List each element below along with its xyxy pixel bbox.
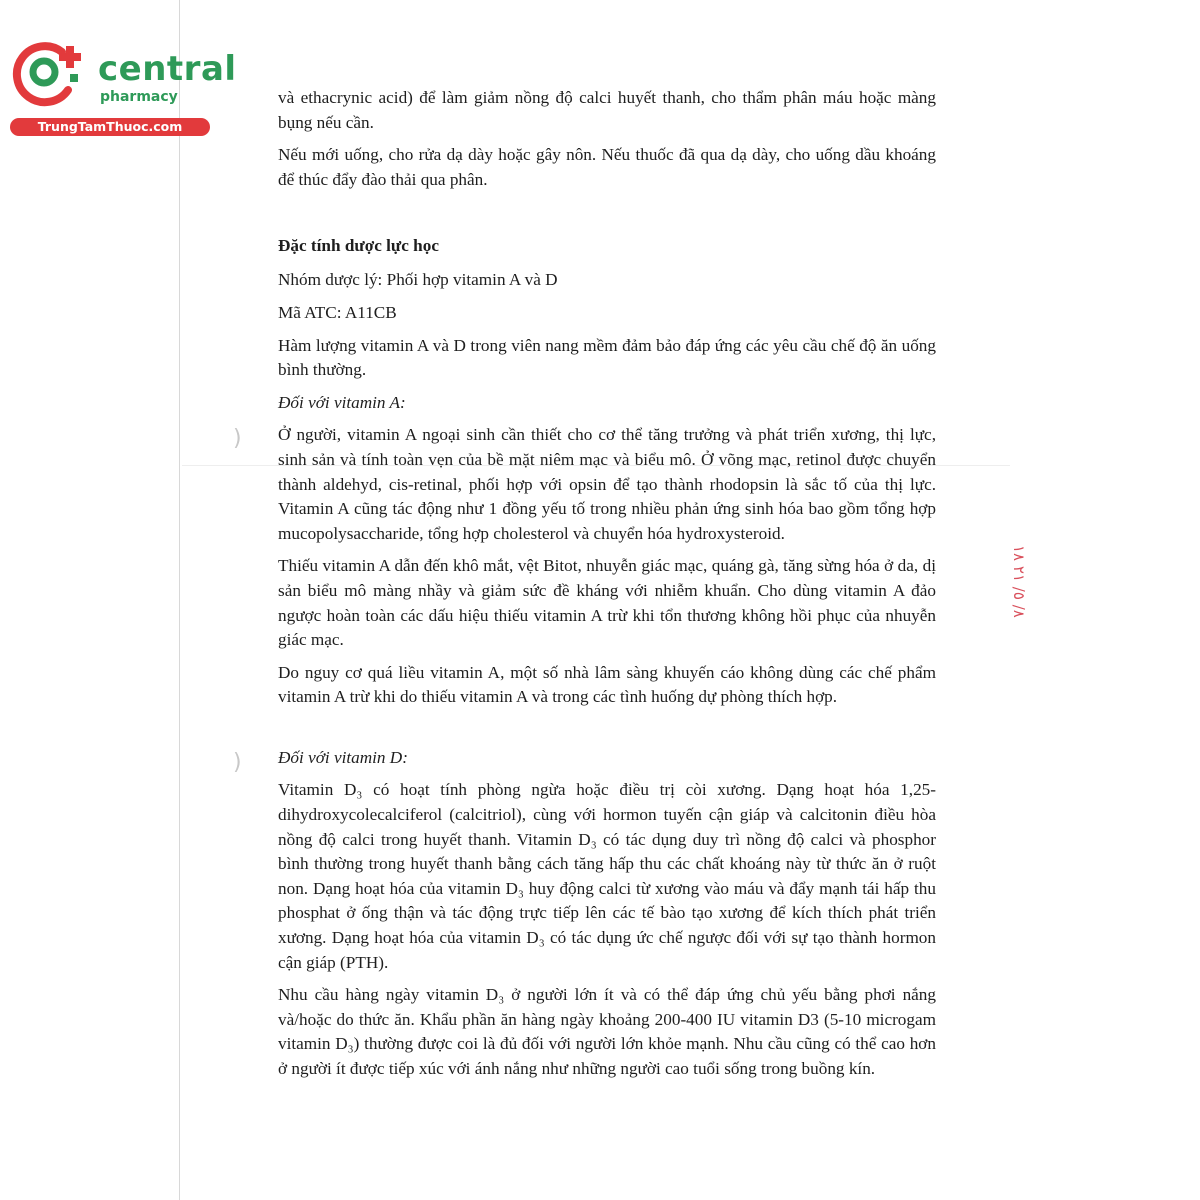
paragraph-vitamin-d-2: Nhu cầu hàng ngày vitamin D₃ ở người lớn ít và có thể đáp ứng chủ yếu bằng phơi nắng và/hoặc do thức ăn. Khẩu phần ăn hàng ngày khoảng 200-400 IU vitamin D3 (5-10 microgam vitamin D₃) thường được coi là đủ đối với người lớn khỏe mạnh. Nhu cầu cũng có thể cao hơn ở người ít được tiếp xúc với ánh nắng như những người cao tuổi sống trong buồng kín. — [278, 985, 936, 1078]
document-body — [278, 86, 936, 1090]
page-edge-line — [179, 0, 180, 1200]
paragraph-content: Hàm lượng vitamin A và D trong viên nang mềm đảm bảo đáp ứng các yêu cầu chế độ ăn uống bình thường. — [278, 335, 936, 380]
paragraph-atc-code: Mã ATC: A11CB — [278, 302, 397, 322]
logo-banner-link[interactable]: TrungTamThuoc.com — [10, 118, 210, 136]
handwritten-red-note: ٨/ ٥/ ٢١ ١٨ — [1010, 545, 1028, 618]
paragraph-vitamin-a-3: Do nguy cơ quá liều vitamin A, một số nhà lâm sàng khuyến cáo không dùng các chế phẩm vitamin A trừ khi do thiếu vitamin A và trong các tình huống dự phòng thích hợp. — [278, 662, 936, 707]
paragraph-pharmacologic-group: Nhóm dược lý: Phối hợp vitamin A và D — [278, 270, 558, 290]
logo-mark-icon — [10, 38, 90, 108]
central-pharmacy-logo[interactable] — [10, 38, 237, 138]
subheading-vitamin-d: Đối với vitamin D: — [278, 747, 408, 767]
paragraph-intro-2: Nếu mới uống, cho rửa dạ dày hoặc gây nôn. Nếu thuốc đã qua dạ dày, cho uống dầu khoáng để thúc đẩy đào thải qua phân. — [278, 145, 936, 189]
paragraph-vitamin-d-1: Vitamin D₃ có hoạt tính phòng ngừa hoặc điều trị còi xương. Dạng hoạt hóa 1,25-dihydroxycolecalciferol (calcitriol), cùng với hormon tuyến cận giáp và calcitonin điều hòa nồng độ calci trong huyết thanh. Vitamin D₃ có tác dụng duy trì nồng độ calci và phosphor bình thường trong huyết thanh bằng cách tăng hấp thu các chất khoáng này từ thức ăn ở ruột non. Dạng hoạt hóa của vitamin D₃ huy động calci từ xương vào máu và đẩy mạnh tái hấp thu phosphat ở ống thận và tác động trực tiếp lên các tế bào tạo xương để kích thích phát triển xương. Dạng hoạt hóa của vitamin D₃ có tác dụng ức chế ngược đối với sự tạo thành hormon cận giáp (PTH). — [278, 780, 936, 972]
paragraph-vitamin-a-2: Thiếu vitamin A dẫn đến khô mắt, vệt Bitot, nhuyễn giác mạc, quáng gà, tăng sừng hóa ở da, dị sản biểu mô màng nhầy và giảm sức đề kháng với nhiễm khuẩn. Cho dùng vitamin A đảo ngược hoàn toàn các dấu hiệu thiếu vitamin A trừ khi tổn thương không hồi phục của nhuyễn giác mạc. — [278, 556, 936, 650]
logo-title: central — [98, 49, 237, 89]
paragraph-vitamin-a-1: Ở người, vitamin A ngoại sinh cần thiết cho cơ thể tăng trưởng và phát triển xương, thị lực, sinh sản và tính toàn vẹn của bề mặt niêm mạc và biểu mô. Ở võng mạc, retinol được chuyển thành aldehyd, cis-retinal, phối hợp với opsin để tạo thành rhodopsin là sắc tố của thị lực. Vitamin A cũng tác động như 1 đồng yếu tố trong nhiều phản ứng sinh hóa bao gồm tổng hợp mucopolysaccharide, tổng hợp cholesterol và chuyển hóa hydroxysteroid. — [278, 425, 936, 543]
section-heading: Đặc tính dược lực học — [278, 236, 439, 256]
subheading-vitamin-a: Đối với vitamin A: — [278, 392, 406, 412]
punch-hole-mark: ) — [233, 426, 242, 451]
paragraph-intro-1: và ethacrynic acid) để làm giảm nồng độ calci huyết thanh, cho thẩm phân máu hoặc màng bụng nếu cần. — [278, 88, 936, 132]
punch-hole-mark: ) — [233, 750, 242, 775]
logo-subtitle: pharmacy — [100, 89, 178, 105]
